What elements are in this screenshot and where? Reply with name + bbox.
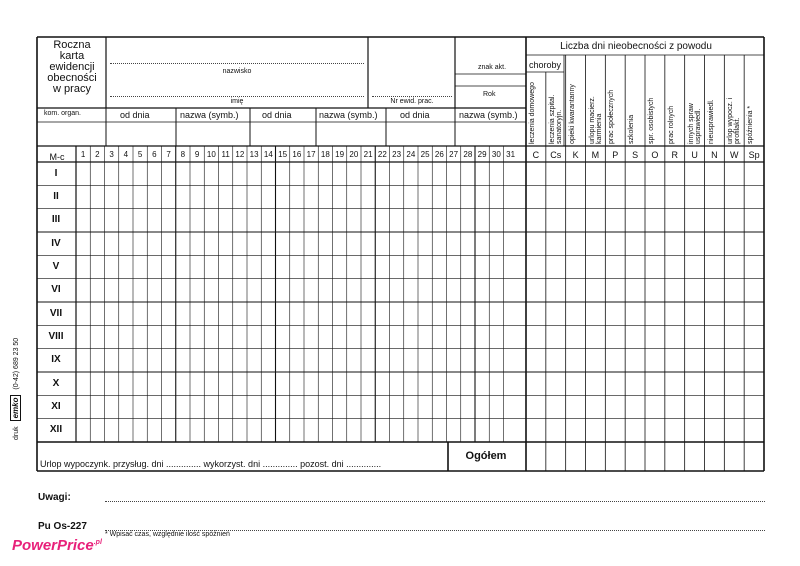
- absence-description: opieki kwarantanny: [568, 84, 576, 144]
- day-number: 21: [363, 150, 373, 159]
- day-number: 6: [152, 150, 157, 159]
- od-dnia-label-3: od dnia: [400, 110, 430, 120]
- day-number: 7: [166, 150, 171, 159]
- absence-code: S: [632, 150, 639, 160]
- absence-code: N: [711, 150, 718, 160]
- imie-dots: [110, 96, 364, 97]
- watermark-suffix: .pl: [93, 539, 102, 546]
- watermark-text: PowerPrice: [12, 537, 94, 554]
- title-line: ewidencji: [49, 61, 95, 73]
- day-number: 10: [206, 150, 216, 159]
- day-number: 26: [434, 150, 444, 159]
- nr-ewid-label: Nr ewid. prac.: [390, 98, 434, 105]
- absence-description: nieusprawiedl.: [707, 99, 715, 144]
- day-number: 11: [221, 150, 230, 159]
- absence-code: R: [671, 150, 678, 160]
- printer-phone: (0-42) 689 23 50: [13, 337, 20, 390]
- day-number: 15: [278, 150, 288, 159]
- day-number: 5: [137, 150, 143, 159]
- kom-organ-label: kom. organ.: [44, 110, 81, 117]
- title-line: karta: [59, 50, 85, 62]
- month-label: IV: [51, 237, 61, 249]
- nazwisko-label: nazwisko: [222, 68, 252, 75]
- day-number: 31: [506, 150, 516, 159]
- day-number: 24: [406, 150, 416, 159]
- month-label: V: [52, 261, 60, 272]
- day-number: 30: [491, 150, 501, 159]
- absence-description: innych spraw usprawiedl.: [687, 103, 702, 144]
- absence-code: Sp: [748, 150, 760, 160]
- absence-description: prac społecznych: [608, 89, 616, 144]
- day-number: 12: [235, 150, 245, 159]
- day-number: 23: [392, 150, 402, 159]
- mc-label: M-c: [49, 152, 65, 162]
- day-number: 9: [194, 150, 200, 159]
- absence-description: leczenia szpital. sanatoryjn.: [548, 94, 563, 144]
- od-dnia-label-2: od dnia: [262, 110, 292, 120]
- nazwa-label-3: nazwa (symb.): [459, 110, 518, 120]
- printer-info: [10, 338, 21, 440]
- absence-title: Liczba dni nieobecności z powodu: [560, 41, 712, 52]
- absence-description: szkolenia: [628, 114, 636, 144]
- absence-code: W: [729, 150, 739, 160]
- month-label: XI: [51, 401, 61, 412]
- day-number: 13: [249, 150, 259, 159]
- urlop-line: Urlop wypoczynk. przysług. dni .............. wykorzyst. dni .............. pozost. dni ..............: [40, 459, 382, 469]
- absence-code: M: [591, 150, 600, 160]
- month-label: VI: [51, 284, 61, 296]
- title-line: obecności: [47, 72, 97, 84]
- absence-description: prac rolnych: [667, 105, 675, 144]
- znak-akt-label: znak akt.: [478, 64, 507, 71]
- day-number: 14: [263, 150, 273, 159]
- footnote: * Wpisać czas, względnie ilość spóźnień: [105, 531, 230, 538]
- druk-label: druk: [13, 426, 20, 440]
- absence-description: spóźnienia *: [747, 105, 755, 144]
- uwagi-dots: [105, 501, 765, 502]
- nazwisko-dots: [110, 63, 364, 64]
- rok-label: Rok: [483, 91, 496, 98]
- day-number: 28: [463, 150, 473, 159]
- form-code: Pu Os-227: [38, 521, 87, 532]
- absence-description: urlop wypocz. i profilakt.: [727, 97, 742, 144]
- powerprice-watermark: [12, 537, 102, 554]
- imie-label: imię: [230, 98, 244, 105]
- day-number: 25: [420, 150, 430, 159]
- day-number: 19: [335, 150, 345, 159]
- nazwa-label-2: nazwa (symb.): [319, 110, 378, 120]
- absence-code: K: [572, 150, 579, 160]
- day-number: 2: [95, 150, 100, 159]
- day-number: 18: [320, 150, 330, 159]
- month-label: VII: [49, 307, 63, 319]
- month-label: III: [51, 214, 61, 226]
- day-number: 4: [123, 150, 129, 159]
- absence-code: U: [691, 150, 698, 160]
- uwagi-label: Uwagi:: [38, 492, 71, 503]
- absence-code: Cs: [550, 150, 562, 160]
- day-number: 1: [80, 150, 86, 159]
- month-label: I: [54, 167, 58, 179]
- month-label: XII: [49, 424, 63, 436]
- day-number: 3: [109, 150, 114, 159]
- absence-description: leczenia domowego: [529, 82, 536, 144]
- absence-code: C: [532, 150, 540, 160]
- emko-logo: emko: [10, 395, 21, 422]
- choroby-label: choroby: [528, 60, 562, 70]
- day-number: 20: [349, 150, 359, 159]
- day-number: 27: [449, 150, 459, 159]
- absence-code: P: [612, 150, 619, 160]
- title-line: w pracy: [53, 83, 91, 95]
- od-dnia-label-1: od dnia: [120, 110, 150, 120]
- form-title: [38, 40, 106, 95]
- day-number: 29: [477, 150, 487, 159]
- nazwa-label-1: nazwa (symb.): [180, 110, 239, 120]
- title-line: Roczna: [53, 39, 91, 51]
- absence-description: urlopu macierz. karmienia: [588, 96, 603, 144]
- absence-description: spr. osobistych: [648, 97, 655, 144]
- month-label: VIII: [48, 331, 64, 342]
- day-number: 8: [180, 150, 186, 159]
- day-number: 17: [306, 150, 316, 159]
- month-label: II: [53, 191, 59, 202]
- day-number: 16: [292, 150, 302, 159]
- day-number: 22: [377, 150, 387, 159]
- nr-ewid-dots: [372, 96, 452, 97]
- absence-code: O: [651, 150, 659, 160]
- ogolem-label: Ogółem: [465, 450, 507, 462]
- month-label: X: [52, 377, 60, 389]
- month-label: IX: [51, 354, 61, 366]
